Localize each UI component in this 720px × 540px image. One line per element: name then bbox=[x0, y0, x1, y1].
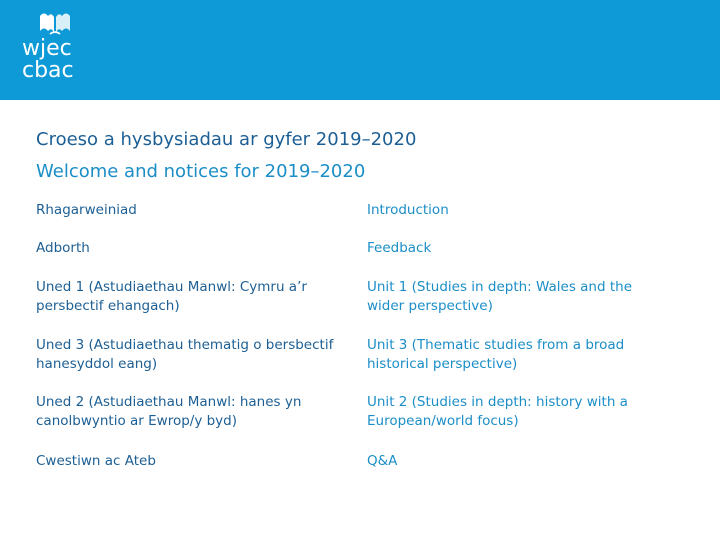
agenda-item-welsh: Uned 2 (Astudiaethau Manwl: hanes yn canolbwyntio ar Ewrop/y byd) bbox=[36, 394, 302, 429]
agenda-item-welsh: Cwestiwn ac Ateb bbox=[36, 453, 156, 469]
agenda-item-english: Introduction bbox=[367, 202, 449, 218]
wjec-cbac-logo bbox=[20, 10, 90, 84]
header-bar bbox=[0, 0, 720, 100]
agenda-item-welsh: Uned 3 (Astudiaethau thematig o bersbectif hanesyddol eang) bbox=[36, 337, 334, 372]
title-welsh: Croeso a hysbysiadau ar gyfer 2019–2020 bbox=[36, 129, 417, 150]
agenda-item-welsh: Uned 1 (Astudiaethau Manwl: Cymru a’r persbectif ehangach) bbox=[36, 279, 307, 314]
book-icon bbox=[20, 10, 90, 38]
agenda-item-english: Unit 1 (Studies in depth: Wales and the wider perspective) bbox=[367, 279, 633, 314]
agenda-item-welsh: Rhagarweiniad bbox=[36, 202, 137, 218]
agenda-item-english: Unit 3 (Thematic studies from a broad historical perspective) bbox=[367, 337, 625, 372]
agenda-item-english: Feedback bbox=[367, 240, 432, 256]
logo-text-cbac: cbac bbox=[22, 58, 74, 83]
agenda-item-english: Q&A bbox=[367, 453, 398, 469]
title-english: Welcome and notices for 2019–2020 bbox=[36, 161, 366, 182]
agenda-item-english: Unit 2 (Studies in depth: history with a European/world focus) bbox=[367, 394, 628, 429]
agenda-item-welsh: Adborth bbox=[36, 240, 90, 256]
logo-text-wjec: wjec bbox=[22, 36, 72, 61]
